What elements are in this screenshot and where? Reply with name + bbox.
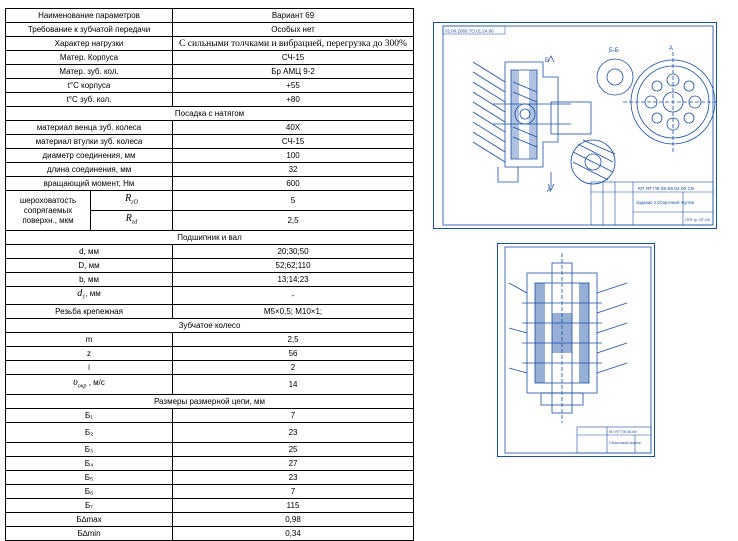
row-value: 56 — [173, 347, 414, 361]
row-name: Б₂ — [6, 423, 173, 443]
table-row — [6, 121, 414, 135]
table-row — [6, 375, 414, 395]
row-name: Б₆ — [6, 485, 173, 499]
row-name: Б∆min — [6, 527, 173, 541]
section-row — [6, 107, 414, 121]
row-name: b, мм — [6, 273, 173, 287]
row-name: d, мм — [6, 245, 173, 259]
row-value: СЧ-15 — [173, 51, 414, 65]
row-name: Матер. зуб. кол. — [6, 65, 173, 79]
header-param: Наименование параметров — [6, 9, 173, 23]
roughness-row — [6, 191, 414, 211]
table-row — [6, 37, 414, 51]
row-value: 2,5 — [173, 333, 414, 347]
table-row — [6, 163, 414, 177]
table-row — [6, 347, 414, 361]
row-name: Б∆max — [6, 513, 173, 527]
section-mark-b: Б — [545, 58, 549, 64]
view-bb-label: Б-Б — [609, 48, 619, 54]
table-row — [6, 135, 414, 149]
assembly-drawing-1-svg — [433, 22, 717, 229]
row-value: 14 — [173, 375, 414, 395]
roughness-symbol-d2: $R_{zd}$ — [91, 211, 173, 231]
table-row — [6, 499, 414, 513]
assembly-drawing-2-svg — [497, 243, 655, 457]
table-row — [6, 305, 414, 319]
row-name: Характер нагрузки — [6, 37, 173, 51]
table-row — [6, 513, 414, 527]
header-variant: Вариант 69 — [173, 9, 414, 23]
row-value: Бр АМЦ 9-2 — [173, 65, 414, 79]
row-value: M5×0,5; M10×1; — [173, 305, 414, 319]
table-row — [6, 485, 414, 499]
row-value: 100 — [173, 149, 414, 163]
row-value: 7 — [173, 485, 414, 499]
parameters-table — [5, 8, 414, 541]
section-chain: Размеры размерной цепи, мм — [6, 395, 414, 409]
row-value: 20;30;50 — [173, 245, 414, 259]
row-value: 0,34 — [173, 527, 414, 541]
drawing1-title: Задание 2 Сборочный чертеж — [636, 200, 695, 205]
row-name: материал втулки зуб. колеса — [6, 135, 173, 149]
drawing1-stamp: КП ЯТ ПК 06.69.02.00 СБ — [638, 187, 695, 192]
row-value: +55 — [173, 79, 414, 93]
table-header-row — [6, 9, 414, 23]
row-value: 40Х — [173, 121, 414, 135]
row-name: $d_1$, мм — [6, 287, 173, 305]
row-value: - — [173, 287, 414, 305]
roughness-value-d2: 2,5 — [173, 211, 414, 231]
row-value: 600 — [173, 177, 414, 191]
table-row — [6, 245, 414, 259]
row-value: 52;62;110 — [173, 259, 414, 273]
row-name: m — [6, 333, 173, 347]
roughness-symbol-d: $R_{zD}$ — [91, 191, 173, 211]
row-value: 25 — [173, 443, 414, 457]
row-value: С сильными толчками и вибрацией, перегрузка до 300% — [173, 37, 414, 51]
row-name: Б₃ — [6, 443, 173, 457]
row-name: Резьба крепежная — [6, 305, 173, 319]
table-row — [6, 287, 414, 305]
table-row — [6, 423, 414, 443]
section-bearing: Подшипник и вал — [6, 231, 414, 245]
table-row — [6, 65, 414, 79]
row-name: $\upsilon_{окр}$ , м/с — [6, 375, 173, 395]
table-row — [6, 333, 414, 347]
row-value: +80 — [173, 93, 414, 107]
section-row — [6, 395, 414, 409]
table-row — [6, 149, 414, 163]
row-value: 7 — [173, 409, 414, 423]
table-row — [6, 273, 414, 287]
row-value: 0,98 — [173, 513, 414, 527]
section-fit: Посадка с натягом — [6, 107, 414, 121]
assembly-drawing-1 — [433, 22, 717, 229]
section-row — [6, 231, 414, 245]
row-value: 115 — [173, 499, 414, 513]
row-name: Матер. Корпуса — [6, 51, 173, 65]
section-row — [6, 319, 414, 333]
table-row — [6, 471, 414, 485]
row-name: Требование к зубчатой передачи — [6, 23, 173, 37]
drawing1-group: ПГЕ гр ЭТ-09 — [685, 217, 710, 222]
row-value: 27 — [173, 457, 414, 471]
table-row — [6, 527, 414, 541]
row-value: 23 — [173, 471, 414, 485]
table-row — [6, 259, 414, 273]
row-name: i — [6, 361, 173, 375]
table-row — [6, 23, 414, 37]
row-name: z — [6, 347, 173, 361]
row-name: Б₄ — [6, 457, 173, 471]
roughness-label: шероховатость сопрягаемых поверхн., мкм — [6, 191, 91, 231]
row-name: материал венца зуб. колеса — [6, 121, 173, 135]
view-a-label: А — [669, 46, 674, 52]
doc-number: 02.00.2069.ТО.01.24.00 — [445, 28, 494, 34]
row-name: Б₁ — [6, 409, 173, 423]
table-row — [6, 93, 414, 107]
row-name: длина соединения, мм — [6, 163, 173, 177]
row-value: 13;14;23 — [173, 273, 414, 287]
row-name: Б₅ — [6, 471, 173, 485]
roughness-value-d: 5 — [173, 191, 414, 211]
table-row — [6, 443, 414, 457]
table-row — [6, 51, 414, 65]
row-value: Особых нет — [173, 23, 414, 37]
row-name: t°C зуб. кол. — [6, 93, 173, 107]
table-row — [6, 79, 414, 93]
drawing2-stamp: КП ЯТ ПК 06.69 — [609, 430, 637, 434]
row-name: Б₇ — [6, 499, 173, 513]
section-mark-a: А — [547, 188, 552, 194]
row-value: 2 — [173, 361, 414, 375]
section-gear: Зубчатое колесо — [6, 319, 414, 333]
row-name: диаметр соединения, мм — [6, 149, 173, 163]
row-name: вращающий момент, Нм — [6, 177, 173, 191]
row-value: 32 — [173, 163, 414, 177]
row-name: t°C корпуса — [6, 79, 173, 93]
drawing2-title: Сборочный чертеж — [609, 441, 641, 445]
table-row — [6, 177, 414, 191]
row-value: 23 — [173, 423, 414, 443]
table-row — [6, 457, 414, 471]
table-row — [6, 361, 414, 375]
row-value: СЧ-15 — [173, 135, 414, 149]
table-row — [6, 409, 414, 423]
row-name: D, мм — [6, 259, 173, 273]
assembly-drawing-2 — [497, 243, 655, 457]
